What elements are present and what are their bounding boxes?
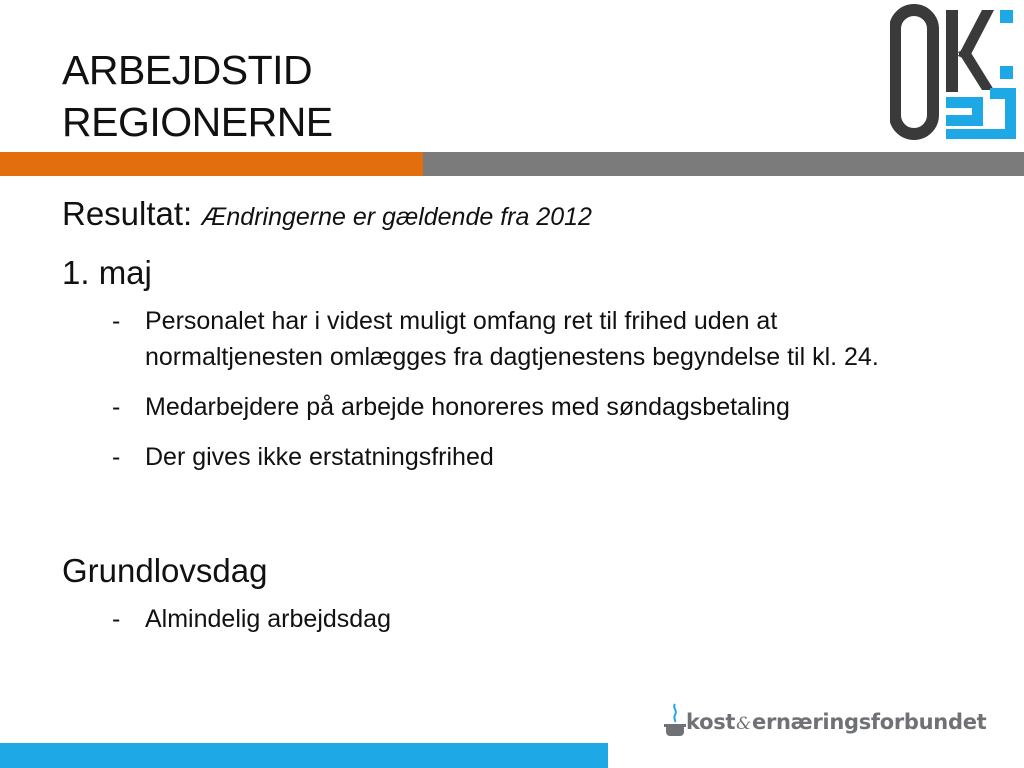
bullet-dash: - [112,443,121,471]
orange-divider [0,152,423,176]
bullet-dash: - [112,393,121,421]
brand-wordmark [686,708,986,738]
section-heading-1-maj: 1. maj [62,254,152,291]
result-label: Resultat: [62,195,193,232]
bullet-item [62,601,955,637]
slide-title-line2: REGIONERNE [62,99,333,145]
bullet-item [62,439,955,475]
bullet-dash: - [112,605,121,633]
section-heading-grundlovsdag: Grundlovsdag [62,552,268,589]
bullet-list-1-maj [62,303,982,475]
spacer [62,489,982,541]
slide-body [62,188,982,651]
slide-title [62,44,333,148]
gray-divider [423,152,1024,176]
ok-logo-icon [890,4,1018,140]
result-line [62,188,982,243]
brand-part1: kost [686,710,736,734]
brand-part2: ernæringsforbundet [752,710,987,734]
bullet-text: Almindelig arbejdsdag [145,605,391,633]
cooking-pot-icon [664,702,686,738]
bullet-list-grundlovsdag [62,601,982,637]
brand-amp: & [736,714,752,734]
bullet-text: Medarbejdere på arbejde honoreres med søndagsbetaling [145,393,790,421]
result-text: Ændringerne er gældende fra 2012 [201,203,592,231]
bullet-text: Der gives ikke erstatningsfrihed [145,443,494,471]
bullet-item [62,389,955,425]
slide-title-line1: ARBEJDSTID [62,47,313,93]
bullet-dash: - [112,307,121,335]
bullet-text: Personalet har i videst muligt omfang ret til frihed uden at normaltjenesten omlægges fra dagtjenestens begyndelse til kl. 24. [145,307,879,371]
kost-ernaeringsforbundet-logo [664,700,1009,740]
blue-footer-bar [0,743,608,768]
bullet-item [62,303,955,375]
